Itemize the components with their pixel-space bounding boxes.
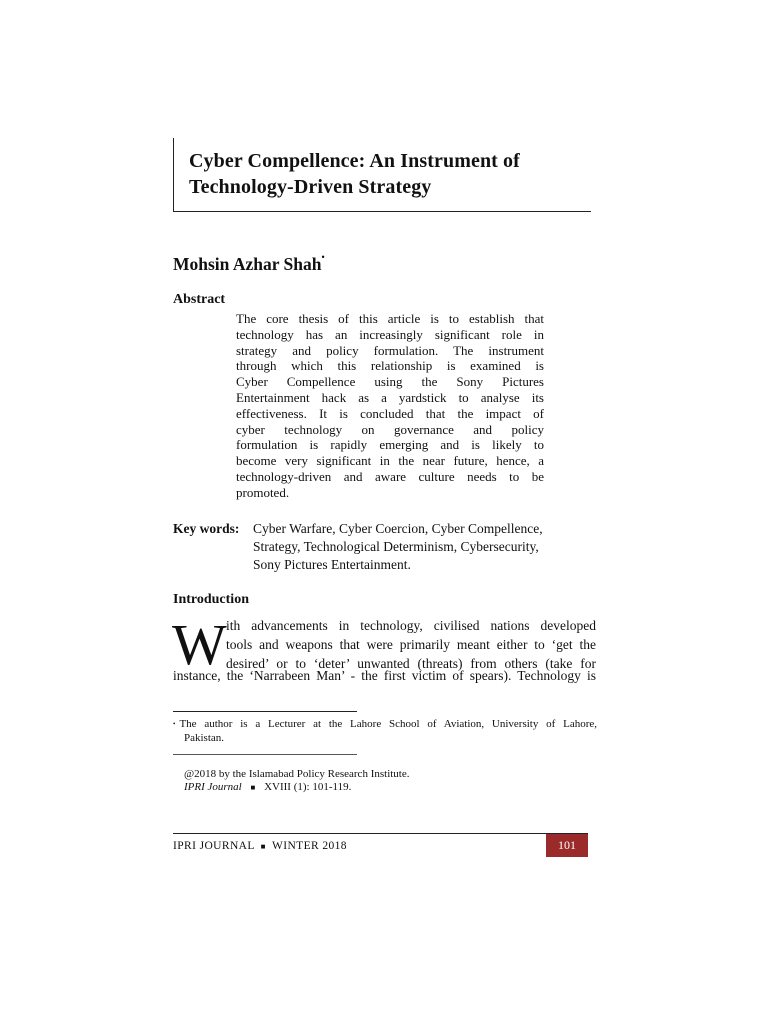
footer-issue: WINTER 2018 — [271, 840, 347, 852]
abstract-line: technology has an increasingly significant role in — [236, 326, 544, 342]
intro-line: instance, the ‘Narrabeen Man’ - the first victim of spears). Technology is — [173, 668, 596, 683]
author-footnote-marker[interactable]: • — [321, 252, 325, 262]
abstract-line: cyber technology on governance and policy — [236, 421, 544, 437]
footnote-text: The author is a Lecturer at the Lahore School of Aviation, University of Lahore, — [179, 718, 597, 730]
abstract-line: formulation is rapidly emerging and is likely to — [236, 437, 544, 453]
keywords-line: Sony Pictures Entertainment. — [253, 557, 411, 572]
footnote-separator-2 — [173, 754, 357, 755]
abstract-line: Entertainment hack as a yardstick to analyse its — [236, 389, 544, 405]
abstract-body — [236, 311, 544, 501]
footer-journal: IPRI JOURNAL — [173, 840, 255, 852]
abstract-line: strategy and policy formulation. The instrument — [236, 342, 544, 358]
keywords-label: Key words: — [173, 521, 240, 536]
separator-square: ■ — [250, 783, 256, 792]
abstract-line: promoted. — [236, 484, 290, 500]
intro-line: desired’ or to ‘deter’ unwanted (threats) from others (take for — [226, 656, 596, 671]
intro-line: ith advancements in technology, civilised nations developed — [226, 618, 596, 633]
abstract-line: effectiveness. It is concluded that the impact of — [236, 405, 544, 421]
footnote-text-cont: Pakistan. — [184, 732, 225, 744]
title-line-2: Technology-Driven Strategy — [189, 176, 432, 198]
abstract-line: through which this relationship is examined is — [236, 358, 544, 374]
abstract-line: Cyber Compellence using the Sony Pictures — [236, 374, 544, 390]
journal-name: IPRI Journal — [184, 781, 242, 793]
intro-line: tools and weapons that were primarily meant either to ‘get the — [226, 637, 596, 652]
keywords-line: Cyber Warfare, Cyber Coercion, Cyber Compellence, — [253, 521, 543, 536]
abstract-heading: Abstract — [173, 292, 226, 307]
citation: XVIII (1): 101-119. — [264, 781, 352, 793]
running-footer — [173, 840, 347, 852]
footer-separator: ■ — [260, 842, 266, 851]
introduction-heading: Introduction — [173, 592, 249, 607]
footnote-separator — [173, 711, 357, 712]
copyright-block — [184, 768, 410, 794]
drop-cap: W — [172, 612, 227, 677]
footnote-marker: • — [173, 720, 176, 728]
title-underline — [174, 211, 591, 212]
abstract-line: become very significant in the near future, hence, a — [236, 453, 544, 469]
author-name: Mohsin Azhar Shah — [173, 254, 322, 274]
author — [173, 254, 325, 275]
footnote — [173, 717, 597, 745]
abstract-line: technology-driven and aware culture needs to be — [236, 468, 544, 484]
abstract-line: The core thesis of this article is to establish that — [236, 311, 544, 326]
keywords-line: Strategy, Technological Determinism, Cybersecurity, — [253, 539, 539, 554]
footer-rule — [173, 833, 588, 834]
title-block — [173, 138, 591, 212]
title-line-1: Cyber Compellence: An Instrument of — [189, 150, 520, 172]
copyright-line: @2018 by the Islamabad Policy Research Institute. — [184, 768, 410, 780]
page-number: 101 — [546, 834, 588, 857]
